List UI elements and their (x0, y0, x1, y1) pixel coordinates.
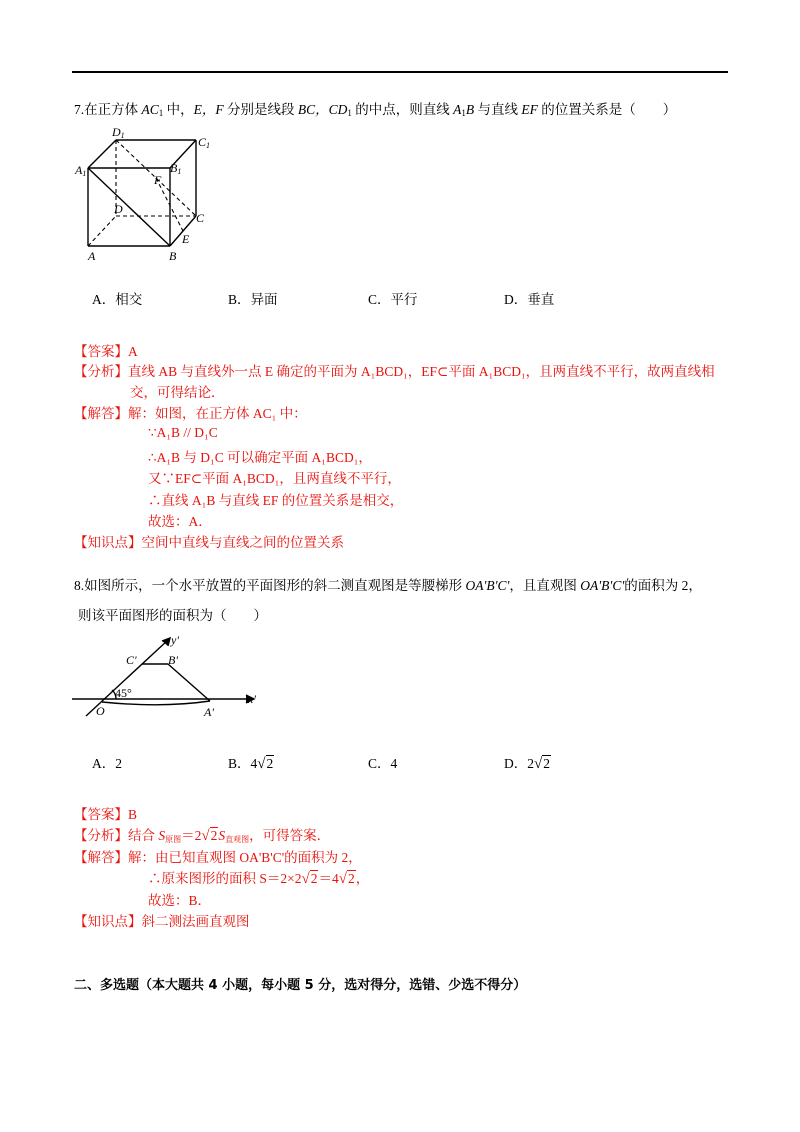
label-D: D (114, 202, 123, 216)
label-C1: C1 (198, 135, 211, 150)
q7-solution-line: 又∵EF⊂平面 A₁BCD₁，且两直线不平行， (148, 471, 401, 486)
label-C: C' (126, 653, 137, 667)
q7-solution-line: ∴直线 A₁B 与直线 EF 的位置关系是相交， (148, 493, 404, 508)
q7-analysis-line2: 交，可得结论． (130, 385, 225, 400)
q7-stem: 7.在正方体 $AC_1$ 中，E，F 分别是线段 BC，$CD_1$ 的中点，则直线 $A_1B$ 与直线 EF 的位置关系是（ ） (74, 102, 677, 118)
q7-analysis: 【分析】直线 AB 与直线外一点 E 确定的平面为 A₁BCD₁，EF⊂平面 A₁BCD₁，且两直线不平行，故两直线相 (74, 364, 715, 379)
q8-solution-line2: ∴原来图形的面积 S＝2×2√2＝4√2， (148, 871, 370, 887)
q8-analysis: 【分析】结合 S原图＝2√2S直观图，可得答案． (74, 828, 331, 844)
top-rule (72, 71, 728, 73)
q8-trapezoid-figure (72, 626, 260, 722)
q7-solution-line: ∴A₁B 与 D₁C 可以确定平面 A₁BCD₁， (148, 450, 372, 465)
q7-solution-line: 故选：A． (148, 514, 212, 529)
label-C: C (196, 211, 205, 225)
q7-choice-a: A．相交 (92, 292, 143, 307)
q8-stem-line2: 则该平面图形的面积为（ ） (78, 608, 267, 623)
q8-choice-d: D．2√2 (504, 756, 550, 772)
label-B: B (169, 249, 177, 263)
label-D1: D1 (112, 125, 125, 140)
label-E: E (182, 232, 190, 246)
q8-answer: 【答案】B (74, 807, 138, 822)
q8-stem: 8.如图所示，一个水平放置的平面图形的斜二测直观图是等腰梯形 OA'B'C'，且直观图 OA'B'C'的面积为 2， (74, 578, 702, 593)
q8-choice-a: A．2 (92, 756, 122, 771)
label-x: x' (248, 692, 256, 706)
q7-answer: 【答案】A (74, 344, 138, 359)
q7-solution: 【解答】解：如图，在正方体 AC₁ 中： (74, 406, 307, 421)
q7-cube-figure (72, 120, 222, 270)
label-A1: A1 (75, 163, 87, 178)
label-angle: 45° (115, 686, 132, 700)
q7-choice-c: C．平行 (368, 292, 418, 307)
q8-choice-b: B．4√2 (228, 756, 274, 772)
section-heading: 二、多选题（本大题共 4 小题，每小题 5 分，选对得分，选错、少选不得分） (74, 978, 527, 993)
q7-knowledge: 【知识点】空间中直线与直线之间的位置关系 (74, 535, 344, 550)
q8-solution-line3: 故选：B． (148, 893, 212, 908)
label-O: O (96, 704, 105, 718)
label-B: B' (168, 653, 178, 667)
q8-knowledge: 【知识点】斜二测法画直观图 (74, 914, 250, 929)
label-B1: B1 (170, 161, 182, 176)
label-A: A (88, 249, 96, 263)
edge-AD (88, 216, 116, 246)
label-y: y' (171, 633, 179, 647)
label-F: F (154, 173, 162, 187)
q7-choice-b: B．异面 (228, 292, 278, 307)
q8-solution: 【解答】解：由已知直观图 OA'B'C'的面积为 2， (74, 850, 362, 865)
q7-choice-d: D．垂直 (504, 292, 555, 307)
q7-solution-line: ∵A₁B // D₁C (148, 425, 218, 440)
edge-A1D1 (88, 140, 116, 168)
label-A: A' (204, 705, 214, 719)
q8-choice-c: C．4 (368, 756, 398, 771)
